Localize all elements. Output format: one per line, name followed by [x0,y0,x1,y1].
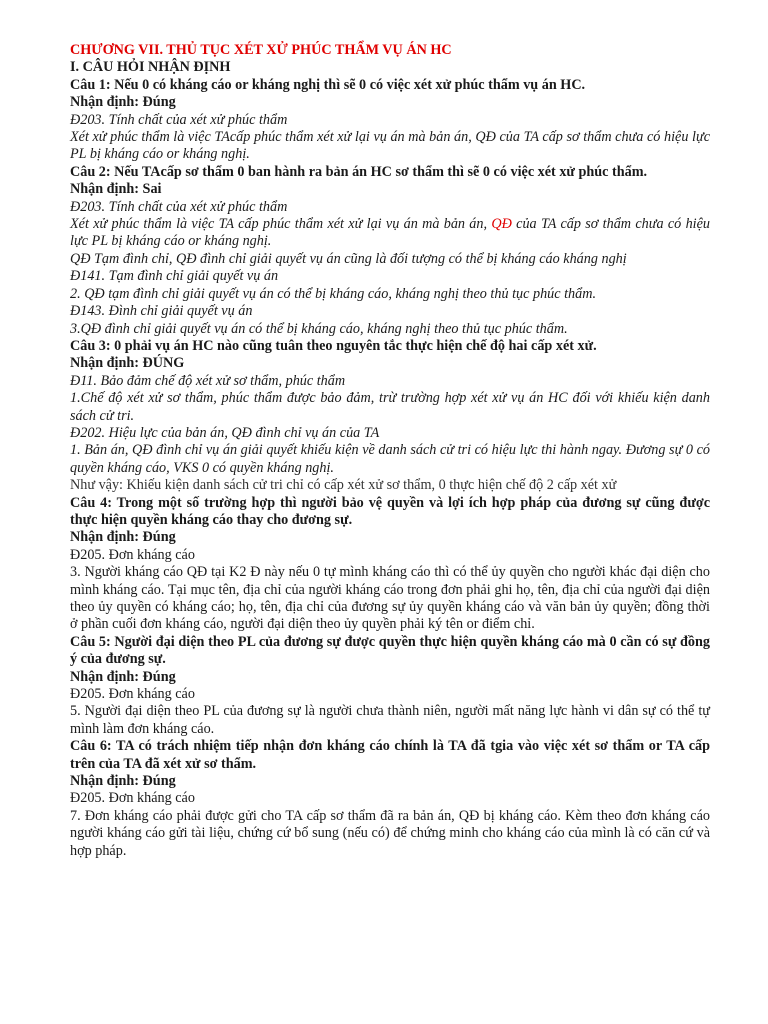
explanation-3: 1.Chế độ xét xử sơ thẩm, phúc thẩm được bảo đảm, trừ trường hợp xét xử vụ án HC đối với khiếu kiện danh sách cử tri. [70,390,710,424]
note-2: QĐ Tạm đình chỉ, QĐ đình chỉ giải quyết vụ án cũng là đối tượng có thể bị kháng cáo kháng nghị [70,250,627,267]
reference-2b: Đ141. Tạm đình chỉ giải quyết vụ án [70,268,279,285]
reference-6: Đ205. Đơn kháng cáo [70,790,195,807]
verdict-5: Nhận định: Đúng [70,668,176,685]
explanation-3b: 1. Bản án, QĐ đình chỉ vụ án giải quyết khiếu kiện về danh sách cử tri có hiệu lực thi hành ngay. Đương sự 0 có quyền kháng cáo, VKS 0 có quyền kháng nghị. [70,442,710,476]
section-heading: I. CÂU HỎI NHẬN ĐỊNH [70,59,231,76]
reference-2: Đ203. Tính chất của xét xử phúc thẩm [70,198,288,215]
verdict-2: Nhận định: Sai [70,181,162,198]
reference-3b: Đ202. Hiệu lực của bản án, QĐ đình chỉ vụ án của TA [70,424,380,441]
question-1: Câu 1: Nếu 0 có kháng cáo or kháng nghị thì sẽ 0 có việc xét xử phúc thẩm vụ án HC. [70,76,586,93]
question-2: Câu 2: Nếu TAcấp sơ thẩm 0 ban hành ra bản án HC sơ thẩm thì sẽ 0 có việc xét xử phúc thẩm. [70,163,648,180]
question-6: Câu 6: TA có trách nhiệm tiếp nhận đơn kháng cáo chính là TA đã tgia vào việc xét sơ thẩm or TA cấp trên của TA đã xét xử sơ thẩm. [70,738,710,772]
chapter-title: CHƯƠNG VII. THỦ TỤC XÉT XỬ PHÚC THẨM VỤ ÁN HC [70,42,452,58]
explanation-2-part-a: Xét xử phúc thẩm là việc TA cấp phúc thẩm xét xử lại vụ án mà bản án, [70,216,492,233]
explanation-5: 5. Người đại diện theo PL của đương sự là người chưa thành niên, người mất năng lực hành vi dân sự có thể tự mình làm đơn kháng cáo. [70,703,710,737]
reference-1: Đ203. Tính chất của xét xử phúc thẩm [70,111,288,128]
explanation-4: 3. Người kháng cáo QĐ tại K2 Đ này nếu 0 tự mình kháng cáo thì có thể ủy quyền cho người khác đại diện cho mình kháng cáo. Tại mục tên, địa chỉ của người kháng cáo trong đơn phải ghi họ, tên, địa chỉ của người đại diện theo ủy quyền có kháng cáo; họ, tên, địa chỉ của đương sự ủy quyền kháng cáo và văn bản ủy quyền; đồng thời ở phần cuối đơn kháng cáo, người đại diện theo ủy quyền phải ký tên or điểm chỉ. [70,564,710,633]
reference-3: Đ11. Bảo đảm chế độ xét xử sơ thẩm, phúc thẩm [70,372,346,389]
explanation-2-highlight: QĐ [491,216,512,233]
explanation-2c: 3.QĐ đình chỉ giải quyết vụ án có thể bị kháng cáo, kháng nghị theo thủ tục phúc thẩm. [70,320,568,337]
verdict-3: Nhận định: ĐÚNG [70,355,185,372]
explanation-2-part-b: của TA cấp sơ thẩm chưa có hiệu lực PL bị kháng cáo or kháng nghị. [70,216,710,250]
verdict-1: Nhận định: Đúng [70,94,176,111]
reference-5: Đ205. Đơn kháng cáo [70,686,195,703]
question-4: Câu 4: Trong một số trường hợp thì người bảo vệ quyền và lợi ích hợp pháp của đương sự cũng được thực hiện quyền kháng cáo thay cho đương sự. [70,494,710,528]
explanation-2b: 2. QĐ tạm đình chỉ giải quyết vụ án có thể bị kháng cáo, kháng nghị theo thủ tục phúc thẩm. [70,285,597,302]
question-5: Câu 5: Người đại diện theo PL của đương sự được quyền thực hiện quyền kháng cáo mà 0 cần có sự đồng ý của đương sự. [70,633,710,668]
explanation-6: 7. Đơn kháng cáo phải được gửi cho TA cấp sơ thẩm đã ra bản án, QĐ bị kháng cáo. Kèm theo đơn kháng cáo người kháng cáo gửi tài liệu, chứng cứ bổ sung (nếu có) để chứng minh cho kháng cáo của mình là có căn cứ và hợp pháp. [70,807,710,859]
explanation-1: Xét xử phúc thẩm là việc TAcấp phúc thẩm xét xử lại vụ án mà bản án, QĐ của TA cấp sơ thẩm chưa có hiệu lực PL bị kháng cáo or kháng nghị. [70,129,710,163]
question-3: Câu 3: 0 phải vụ án HC nào cũng tuân theo nguyên tắc thực hiện chế độ hai cấp xét xử. [70,337,597,354]
explanation-2 [70,216,710,251]
conclusion-3: Như vậy: Khiếu kiện danh sách cử tri chỉ có cấp xét xử sơ thẩm, 0 thực hiện chế độ 2 cấp xét xử [70,477,617,494]
reference-2c: Đ143. Đình chỉ giải quyết vụ án [70,303,253,320]
verdict-6: Nhận định: Đúng [70,773,176,790]
verdict-4: Nhận định: Đúng [70,529,176,546]
reference-4: Đ205. Đơn kháng cáo [70,546,195,563]
